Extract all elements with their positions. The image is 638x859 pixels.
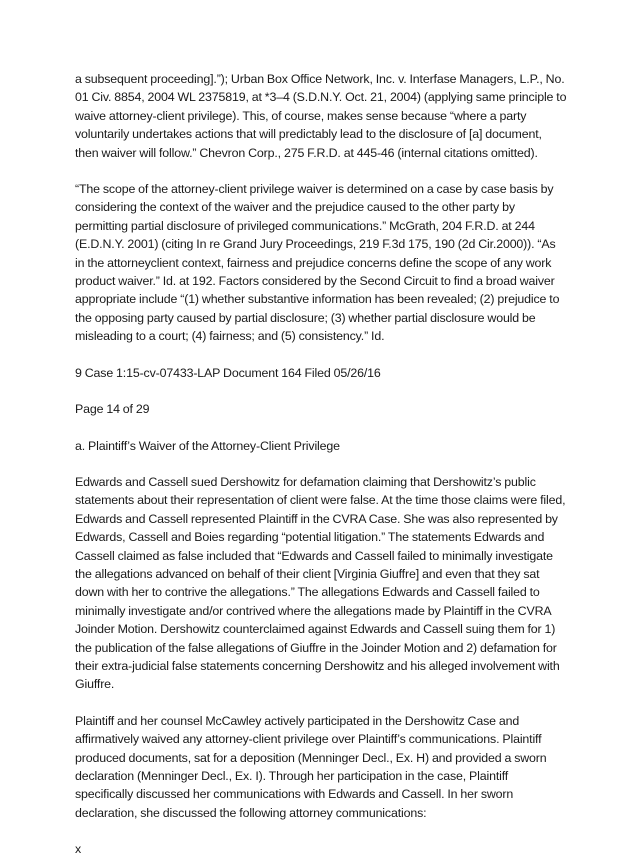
paragraph-waiver-precedent: a subsequent proceeding].”); Urban Box Office Network, Inc. v. Interfase Managers, L.P., No. 01 Civ. 8854, 2004 WL 2375819, at *3–4 (S.D.N.Y. Oct. 21, 2004) (applying same principle to waive attorney-client privilege). This, of course, makes sense because “where a party voluntarily undertakes actions that will predictably lead to the disclosure of [a] document, then waiver will follow.” Chevron Corp., 275 F.R.D. at 445-46 (internal citations omitted). <box>75 72 567 160</box>
paragraph-scope-of-waiver: “The scope of the attorney-client privilege waiver is determined on a case by case basis by considering the context of the waiver and the prejudice caused to the other party by permitting partial disclosure of privileged communications.” McGrath, 204 F.R.D. at 244 (E.D.N.Y. 2001) (citing In re Grand Jury Proceedings, 219 F.3d 175, 190 (2d Cir.2000)). “As in the attorneyclient context, fairness and prejudice concerns define the scope of any work product waiver.” Id. at 192. Factors considered by the Second Circuit to find a broad waiver appropriate include “(1) whether substantive information has been revealed; (2) prejudice to the opposing party caused by partial disclosure; (3) whether partial disclosure would be misleading to a court; (4) fairness; and (5) consistency.” Id. <box>75 182 560 344</box>
document-body <box>75 70 567 859</box>
case-header-line: 9 Case 1:15-cv-07433-LAP Document 164 Filed 05/26/16 <box>75 365 381 380</box>
paragraph-plaintiff-participation: Plaintiff and her counsel McCawley actively participated in the Dershowitz Case and affirmatively waived any attorney-client privilege over Plaintiff’s communications. Plaintiff produced documents, sat for a deposition (Menninger Decl., Ex. H) and provided a sworn declaration (Menninger Decl., Ex. I). Through her participation in the case, Plaintiff specifically discussed her communications with Edwards and Cassell. In her sworn declaration, she discussed the following attorney communications: <box>75 713 547 820</box>
section-heading: a. Plaintiff’s Waiver of the Attorney-Client Privilege <box>75 438 340 453</box>
paragraph-defamation-suit: Edwards and Cassell sued Dershowitz for defamation claiming that Dershowitz’s public statements about their representation of client were false. At the time those claims were filed, Edwards and Cassell represented Plaintiff in the CVRA Case. She was also represented by Edwards, Cassell and Boies regarding “potential litigation.” The statements Edwards and Cassell claimed as false included that “Edwards and Cassell failed to minimally investigate the allegations advanced on behalf of their client [Virginia Giuffre] and even that they sat down with her to contrive the allegations.” The allegations Edwards and Cassell failed to minimally investigate and/or contrived where the allegations made by Plaintiff in the CVRA Joinder Motion. Dershowitz counterclaimed against Edwards and Cassell suing them for 1) the publication of the false allegations of Giuffre in the Joinder Motion and 2) defamation for their extra-judicial false statements concerning Dershowitz and his alleged involvement with Giuffre. <box>75 474 566 692</box>
page-number-line: Page 14 of 29 <box>75 402 150 417</box>
trailing-mark: x <box>75 842 82 857</box>
